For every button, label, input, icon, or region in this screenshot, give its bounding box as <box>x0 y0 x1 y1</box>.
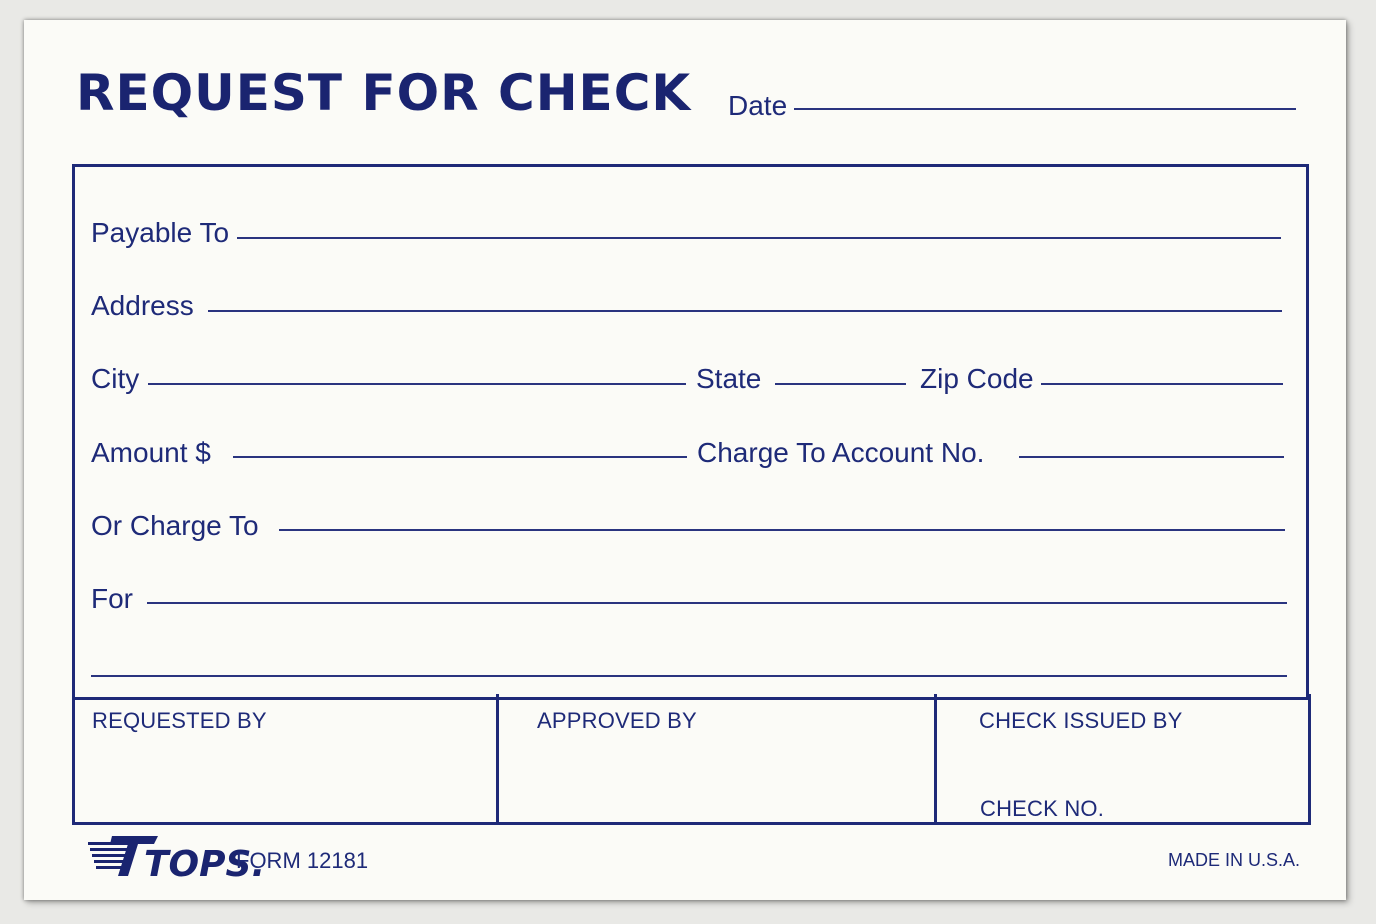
approved-by-cell[interactable] <box>496 694 935 822</box>
form-title: REQUEST FOR CHECK <box>76 64 692 122</box>
address-label: Address <box>91 290 194 321</box>
state-field[interactable] <box>775 383 906 385</box>
city-label: City <box>91 363 140 394</box>
charge-account-field[interactable] <box>1019 456 1284 458</box>
address-field[interactable] <box>208 310 1282 312</box>
city-field[interactable] <box>148 383 686 385</box>
requested-by-cell[interactable] <box>75 694 496 822</box>
for-field-continued[interactable] <box>91 675 1287 677</box>
details-box <box>72 164 1309 700</box>
for-label: For <box>91 583 133 614</box>
charge-account-label: Charge To Account No. <box>697 437 985 468</box>
payable-to-label: Payable To <box>91 217 230 248</box>
amount-label: Amount $ <box>91 437 211 468</box>
check-issued-cell[interactable] <box>934 694 1308 822</box>
approved-by-label: APPROVED BY <box>537 708 697 733</box>
check-request-form <box>24 20 1346 900</box>
amount-field[interactable] <box>233 456 687 458</box>
logo-wordmark: TOPS. <box>144 844 266 885</box>
date-field[interactable] <box>794 108 1296 110</box>
zip-code-field[interactable] <box>1041 383 1283 385</box>
payable-to-field[interactable] <box>237 237 1281 239</box>
or-charge-to-field[interactable] <box>279 529 1285 531</box>
form-number: FORM 12181 <box>236 848 369 873</box>
state-label: State <box>696 363 762 394</box>
signoff-box <box>72 694 1311 825</box>
requested-by-label: REQUESTED BY <box>92 708 267 733</box>
or-charge-to-label: Or Charge To <box>91 510 259 541</box>
for-field[interactable] <box>147 602 1287 604</box>
check-no-label: CHECK NO. <box>980 796 1105 821</box>
zip-code-label: Zip Code <box>920 363 1034 394</box>
made-in-usa: MADE IN U.S.A. <box>1168 850 1301 870</box>
tops-logo <box>88 832 266 885</box>
date-label: Date <box>728 90 788 121</box>
check-issued-by-label: CHECK ISSUED BY <box>979 708 1183 733</box>
